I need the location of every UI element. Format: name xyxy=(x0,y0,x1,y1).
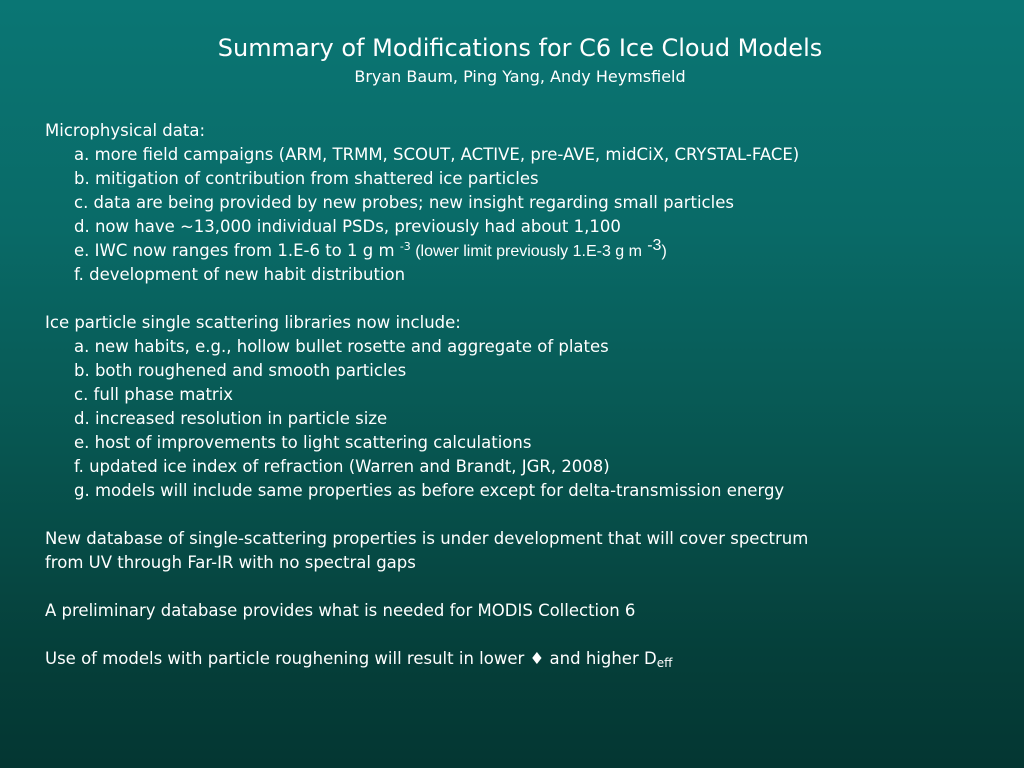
iwc-exponent: -3 xyxy=(399,240,411,253)
microphysical-item: c. data are being provided by new probes; new insight regarding small particles xyxy=(74,193,734,212)
slide-title: Summary of Modifications for C6 Ice Cloud Models xyxy=(217,34,823,62)
microphysical-item: d. now have ~13,000 individual PSDs, previously had about 1,100 xyxy=(74,217,621,236)
microphysical-heading: Microphysical data: xyxy=(45,121,206,140)
scattering-item: b. both roughened and smooth particles xyxy=(74,361,407,380)
roughening-text: Use of models with particle roughening will result in lower xyxy=(45,649,530,668)
deff-subscript: eff xyxy=(656,656,673,670)
scattering-item: a. new habits, e.g., hollow bullet rosette and aggregate of plates xyxy=(74,337,609,356)
spacer xyxy=(45,503,1005,527)
spacer xyxy=(45,623,1005,647)
iwc-text: e. IWC now ranges from 1.E-6 to 1 g m xyxy=(74,241,395,260)
scattering-item: g. models will include same properties as before except for delta-transmission energy xyxy=(74,481,785,500)
scattering-item: d. increased resolution in particle size xyxy=(74,409,388,428)
microphysical-item: a. more field campaigns (ARM, TRMM, SCOUT, ACTIVE, pre-AVE, midCiX, CRYSTAL-FACE) xyxy=(74,145,800,164)
iwc-lower-limit-text: (lower limit previously 1.E-3 g m xyxy=(410,243,642,260)
roughening-line xyxy=(45,647,1005,671)
spacer xyxy=(45,575,1005,599)
slide-body xyxy=(45,119,1005,671)
diamond-symbol-icon: ♦ xyxy=(529,649,545,668)
database-line: New database of single-scattering properties is under development that will cover spectrum xyxy=(45,529,809,548)
scattering-item: c. full phase matrix xyxy=(74,385,234,404)
iwc-lower-exponent: -3 xyxy=(647,237,662,254)
slide-authors: Bryan Baum, Ping Yang, Andy Heymsfield xyxy=(354,67,686,86)
microphysical-item: f. development of new habit distribution xyxy=(74,265,406,284)
microphysical-item-iwc xyxy=(45,239,1005,263)
scattering-heading: Ice particle single scattering libraries now include: xyxy=(45,313,461,332)
roughening-middle-text: and higher D xyxy=(544,649,657,668)
scattering-item: e. host of improvements to light scattering calculations xyxy=(74,433,532,452)
spacer xyxy=(45,287,1005,311)
microphysical-item: b. mitigation of contribution from shattered ice particles xyxy=(74,169,539,188)
database-line: from UV through Far-IR with no spectral gaps xyxy=(45,553,416,572)
preliminary-database-line: A preliminary database provides what is needed for MODIS Collection 6 xyxy=(45,601,636,620)
scattering-item: f. updated ice index of refraction (Warren and Brandt, JGR, 2008) xyxy=(74,457,610,476)
iwc-close-paren: ) xyxy=(661,243,667,260)
